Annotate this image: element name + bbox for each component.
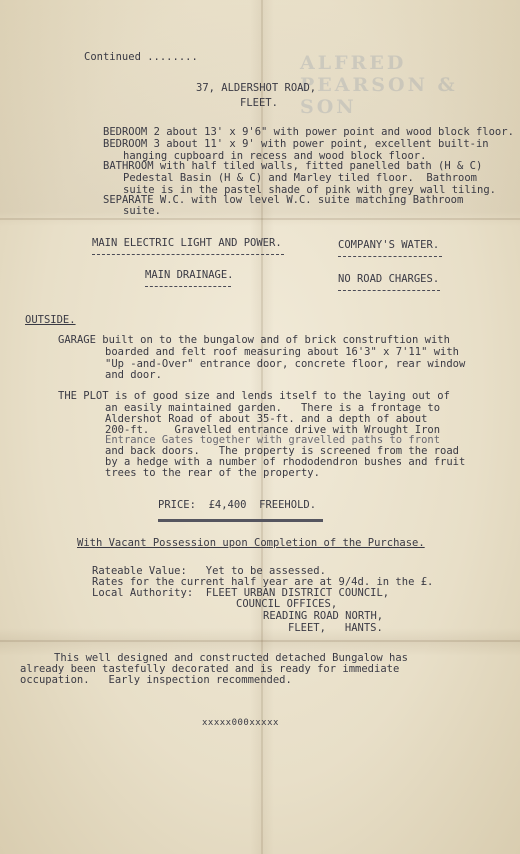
underline-rule — [338, 256, 442, 257]
underline-rule — [145, 286, 231, 287]
room-line: Pedestal Basin (H & C) and Marley tiled floor. Bathroom — [123, 172, 478, 184]
rates-line: Local Authority: FLEET URBAN DISTRICT COUNCIL, — [92, 587, 390, 599]
plot-line: trees to the rear of the property. — [105, 467, 320, 479]
rates-line: COUNCIL OFFICES, — [236, 598, 338, 610]
garage-line: GARAGE built on to the bungalow and of brick construftion with — [58, 334, 450, 346]
possession-line: With Vacant Possession upon Completion of the Purchase. — [77, 537, 425, 549]
fold-crease — [0, 218, 520, 220]
room-line: SEPARATE W.C. with low level W.C. suite matching Bathroom — [103, 194, 464, 206]
ornament-divider: xxxxx000xxxxx — [202, 718, 279, 728]
garage-line: boarded and felt roof measuring about 16'3" x 7'11" with — [105, 346, 460, 358]
fold-crease — [0, 640, 520, 642]
closing-line: already been tastefully decorated and is ready for immediate — [20, 663, 400, 675]
closing-line: occupation. Early inspection recommended. — [20, 674, 292, 686]
underline-rule — [92, 254, 284, 255]
rates-line: READING ROAD NORTH, — [263, 610, 384, 622]
underline-rule — [338, 290, 440, 291]
garage-line: "Up -and-Over" entrance door, concrete floor, rear window — [105, 358, 466, 370]
plot-line: and back doors. The property is screened from the road — [105, 445, 460, 457]
room-line: suite. — [123, 205, 161, 217]
plot-line: THE PLOT is of good size and lends itself to the laying out of — [58, 390, 450, 402]
town-line: FLEET. — [240, 97, 278, 109]
address-line: 37, ALDERSHOT ROAD, — [196, 82, 317, 94]
service-electric: MAIN ELECTRIC LIGHT AND POWER. — [92, 237, 282, 249]
room-line: suite is in the pastel shade of pink with grey wall tiling. — [123, 184, 496, 196]
rates-line: Rates for the current half year are at 9/4d. in the £. — [92, 576, 434, 588]
rates-line: FLEET, HANTS. — [288, 622, 383, 634]
room-line: hanging cupboard in recess and wood block floor. — [123, 150, 427, 162]
room-line: BATHROOM with half tiled walls, fitted panelled bath (H & C) — [103, 160, 483, 172]
closing-line: This well designed and constructed detached Bungalow has — [54, 652, 409, 664]
plot-line: Entrance Gates together with gravelled paths to front — [105, 434, 441, 446]
room-line: BEDROOM 2 about 13' x 9'6" with power point and wood block floor. — [103, 126, 514, 138]
bleed-through-watermark: ALFRED PEARSON & SON — [300, 52, 458, 118]
plot-line: by a hedge with a number of rhododendron bushes and fruit — [105, 456, 466, 468]
room-line: BEDROOM 3 about 11' x 9' with power point, excellent built-in — [103, 138, 489, 150]
plot-line: 200-ft. Gravelled entrance drive with Wrought Iron — [105, 424, 441, 436]
price-underline — [158, 519, 323, 522]
service-water: COMPANY'S WATER. — [338, 239, 440, 251]
plot-line: Aldershot Road of about 35-ft. and a depth of about — [105, 413, 428, 425]
price-line: PRICE: £4,400 FREEHOLD. — [158, 499, 317, 511]
service-road: NO ROAD CHARGES. — [338, 273, 440, 285]
rates-line: Rateable Value: Yet to be assessed. — [92, 565, 326, 577]
outside-heading: OUTSIDE. — [25, 314, 76, 326]
service-drainage: MAIN DRAINAGE. — [145, 269, 234, 281]
plot-line: an easily maintained garden. There is a frontage to — [105, 402, 441, 414]
garage-line: and door. — [105, 369, 162, 381]
continued-label: Continued ........ — [84, 51, 198, 63]
